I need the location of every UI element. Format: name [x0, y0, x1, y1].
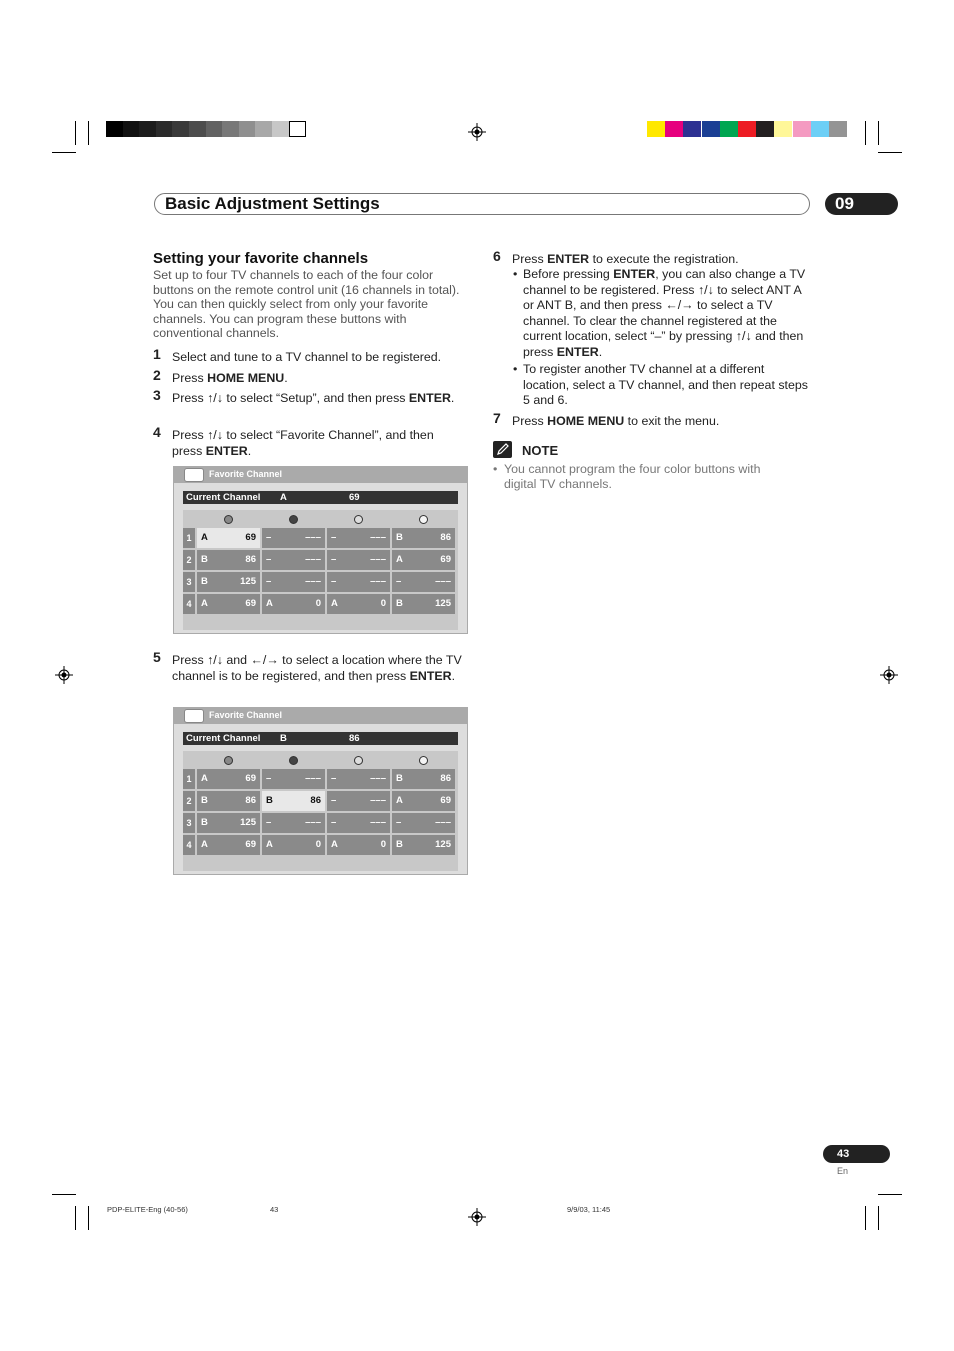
favorite-channel-screen-1 — [173, 466, 468, 634]
gray-swatch — [172, 121, 189, 137]
slot-channel: ––– — [305, 576, 321, 587]
gray-swatch — [222, 121, 239, 137]
chapter-number: 09 — [825, 193, 898, 215]
channel-slot[interactable] — [197, 791, 260, 811]
slot-antenna: – — [266, 576, 272, 587]
slot-antenna: B — [396, 839, 403, 850]
bullet-text: To register another TV channel at a different location, select a TV channel, and then repeat steps 5 and 6. — [523, 362, 808, 408]
crop-mark — [865, 1206, 866, 1230]
channel-slot[interactable] — [392, 835, 455, 855]
color-swatch — [756, 121, 774, 137]
step-6-bullet-1 — [513, 267, 813, 361]
slot-channel: 86 — [245, 554, 256, 565]
osd-header — [174, 467, 467, 483]
crop-mark — [52, 1194, 76, 1195]
current-channel-label: Current Channel — [186, 733, 261, 744]
step-number: 5 — [153, 649, 161, 665]
channel-grid — [183, 751, 458, 871]
step-7 — [493, 410, 812, 430]
step-text: Press ↑/↓ to select “Setup”, and then press — [172, 391, 409, 405]
step-number: 3 — [153, 387, 161, 403]
step-text: Select and tune to a TV channel to be registered. — [172, 350, 442, 364]
slot-channel: ––– — [370, 532, 386, 543]
row-number: 2 — [183, 791, 195, 811]
step-key: ENTER — [409, 668, 452, 683]
current-antenna: A — [280, 492, 287, 503]
channel-slot[interactable] — [197, 572, 260, 592]
slot-channel: ––– — [305, 532, 321, 543]
current-channel-number: 69 — [349, 492, 360, 503]
channel-slot[interactable] — [392, 528, 455, 548]
channel-slot[interactable] — [327, 528, 390, 548]
slot-antenna: B — [201, 576, 208, 587]
slot-antenna: – — [266, 817, 272, 828]
channel-slot[interactable] — [262, 791, 325, 811]
slot-antenna: A — [201, 839, 208, 850]
gray-swatch — [239, 121, 256, 137]
step-4 — [153, 424, 467, 459]
step-text: to exit the menu. — [624, 414, 720, 428]
footer-page: 43 — [270, 1205, 279, 1214]
osd-header — [174, 708, 467, 724]
channel-slot[interactable] — [327, 835, 390, 855]
slot-antenna: A — [266, 598, 273, 609]
channel-slot[interactable] — [327, 572, 390, 592]
row-number: 3 — [183, 813, 195, 833]
slot-antenna: B — [201, 817, 208, 828]
crop-mark — [878, 152, 902, 153]
channel-slot[interactable] — [392, 769, 455, 789]
step-key: HOME MENU — [207, 371, 285, 385]
channel-slot[interactable] — [327, 594, 390, 614]
row-number: 4 — [183, 594, 195, 614]
channel-slot[interactable] — [327, 791, 390, 811]
step-text: to execute the registration. — [589, 252, 739, 266]
crop-mark — [75, 121, 76, 145]
channel-slot[interactable] — [392, 813, 455, 833]
current-channel-bar — [183, 732, 458, 745]
bullet-icon: • — [513, 267, 518, 281]
channel-slot[interactable] — [197, 769, 260, 789]
step-6-bullet-2 — [513, 362, 808, 409]
tv-icon — [184, 709, 204, 723]
color-swatch — [683, 121, 701, 137]
channel-slot[interactable] — [197, 594, 260, 614]
step-key: ENTER — [205, 443, 248, 458]
color-swatch — [647, 121, 665, 137]
gray-swatch — [106, 121, 123, 137]
step-text: Press — [172, 371, 208, 385]
crop-mark — [878, 1194, 902, 1195]
gray-swatch — [189, 121, 206, 137]
bullet-text: Before pressing — [523, 267, 614, 281]
slot-channel: ––– — [305, 773, 321, 784]
step-text: Press ↑/↓ and ←/→ to select a location where the TV channel is to be registered, and then press — [172, 653, 462, 683]
gray-swatch — [289, 121, 306, 137]
step-number: 1 — [153, 346, 161, 362]
slot-antenna: A — [396, 554, 403, 565]
slot-antenna: A — [331, 598, 338, 609]
page-lang: En — [837, 1166, 849, 1176]
slot-channel: ––– — [435, 576, 451, 587]
slot-channel: 125 — [240, 576, 256, 587]
bullet-key: ENTER — [556, 344, 599, 359]
crop-mark — [88, 1206, 89, 1230]
crop-mark — [52, 152, 76, 153]
slot-antenna: A — [331, 839, 338, 850]
current-channel-bar — [183, 491, 458, 504]
channel-slot[interactable] — [262, 550, 325, 570]
color-button-icon — [354, 515, 363, 524]
step-text: . — [284, 371, 288, 385]
row-number: 2 — [183, 550, 195, 570]
slot-antenna: – — [331, 817, 337, 828]
color-swatch — [738, 121, 756, 137]
slot-antenna: – — [331, 576, 337, 587]
slot-channel: 86 — [310, 795, 321, 806]
note-pencil-icon — [493, 441, 512, 458]
step-text: . — [451, 668, 456, 683]
bullet-key: ENTER — [613, 267, 656, 281]
slot-antenna: B — [201, 795, 208, 806]
crop-mark — [878, 121, 879, 145]
chapter-title-bar — [154, 193, 810, 215]
page-number: 43 — [823, 1145, 890, 1163]
registration-mark-icon — [468, 123, 486, 141]
slot-channel: 125 — [435, 598, 451, 609]
slot-channel: 0 — [380, 598, 386, 609]
row-number: 3 — [183, 572, 195, 592]
slot-channel: 69 — [245, 532, 256, 543]
gray-swatch — [139, 121, 156, 137]
slot-antenna: – — [266, 554, 272, 565]
row-number: 1 — [183, 769, 195, 789]
gray-swatch — [206, 121, 223, 137]
step-2 — [153, 367, 472, 387]
step-text: . — [450, 391, 455, 405]
slot-antenna: – — [266, 532, 272, 543]
registration-mark-icon — [55, 666, 73, 684]
slot-channel: 0 — [315, 598, 321, 609]
gray-swatch — [123, 121, 140, 137]
channel-slot[interactable] — [262, 769, 325, 789]
slot-antenna: A — [201, 598, 208, 609]
step-number: 2 — [153, 367, 161, 383]
color-button-icon — [289, 756, 298, 765]
gray-swatch — [255, 121, 272, 137]
slot-channel: 0 — [380, 839, 386, 850]
bullet-text: , you can also change a TV channel to be registered. Press ↑/↓ to select ANT A or ANT B, and then press ←/→ to select a TV channel. To clear the channel registered at the current location, select “–” by pressing ↑/↓ and then press — [523, 267, 806, 359]
registration-mark-icon — [468, 1208, 486, 1226]
step-5 — [153, 649, 470, 684]
step-number: 7 — [493, 410, 501, 426]
slot-channel: 0 — [315, 839, 321, 850]
step-text: Press — [512, 414, 548, 428]
slot-channel: 125 — [435, 839, 451, 850]
slot-antenna: B — [201, 554, 208, 565]
slot-channel: 86 — [440, 532, 451, 543]
channel-slot[interactable] — [262, 572, 325, 592]
tv-icon — [184, 468, 204, 482]
channel-slot[interactable] — [327, 769, 390, 789]
slot-channel: ––– — [370, 554, 386, 565]
color-swatch — [665, 121, 683, 137]
current-channel-label: Current Channel — [186, 492, 261, 503]
color-swatch — [829, 121, 847, 137]
channel-slot[interactable] — [197, 550, 260, 570]
color-button-icon — [419, 756, 428, 765]
step-key: HOME MENU — [547, 414, 625, 428]
row-number: 4 — [183, 835, 195, 855]
color-swatch — [774, 121, 792, 137]
color-swatch — [702, 121, 720, 137]
channel-slot[interactable] — [392, 791, 455, 811]
slot-antenna: – — [331, 532, 337, 543]
slot-channel: 69 — [440, 795, 451, 806]
color-button-icon — [419, 515, 428, 524]
step-key: ENTER — [547, 252, 590, 266]
current-channel-number: 86 — [349, 733, 360, 744]
color-button-icon — [289, 515, 298, 524]
channel-grid — [183, 510, 458, 630]
slot-channel: 86 — [440, 773, 451, 784]
bullet-text: . — [598, 344, 603, 359]
note-text — [493, 462, 784, 491]
slot-antenna: – — [331, 795, 337, 806]
slot-channel: 125 — [240, 817, 256, 828]
slot-channel: 69 — [245, 839, 256, 850]
slot-antenna: – — [331, 773, 337, 784]
slot-antenna: A — [201, 532, 208, 543]
step-text: . — [247, 443, 252, 458]
step-number: 4 — [153, 424, 161, 440]
step-1 — [153, 346, 472, 366]
channel-slot[interactable] — [392, 572, 455, 592]
section-heading: Setting your favorite channels — [153, 250, 369, 267]
current-antenna: B — [280, 733, 287, 744]
slot-antenna: B — [396, 773, 403, 784]
color-swatch — [793, 121, 811, 137]
channel-slot[interactable] — [197, 528, 260, 548]
step-3 — [153, 387, 467, 407]
note-body: You cannot program the four color buttons with digital TV channels. — [504, 462, 761, 491]
gray-swatch — [156, 121, 173, 137]
step-number: 6 — [493, 248, 501, 264]
footer-date: 9/9/03, 11:45 — [567, 1205, 611, 1214]
bullet-icon: • — [493, 462, 498, 476]
slot-antenna: – — [396, 576, 402, 587]
crop-mark — [88, 121, 89, 145]
registration-mark-icon — [880, 666, 898, 684]
channel-slot[interactable] — [392, 550, 455, 570]
slot-antenna: – — [331, 554, 337, 565]
step-key: ENTER — [408, 391, 451, 405]
slot-antenna: – — [266, 773, 272, 784]
slot-antenna: A — [266, 839, 273, 850]
favorite-channel-screen-2 — [173, 707, 468, 875]
slot-antenna: A — [201, 773, 208, 784]
slot-antenna: – — [396, 817, 402, 828]
crop-mark — [878, 1206, 879, 1230]
slot-channel: 69 — [440, 554, 451, 565]
step-6 — [493, 248, 812, 268]
channel-slot[interactable] — [197, 813, 260, 833]
color-button-icon — [224, 756, 233, 765]
channel-slot[interactable] — [262, 813, 325, 833]
step-text: Press ↑/↓ to select “Favorite Channel”, and then press — [172, 428, 434, 458]
channel-slot[interactable] — [327, 813, 390, 833]
osd-title: Favorite Channel — [209, 469, 283, 479]
crop-mark — [75, 1206, 76, 1230]
gray-swatch — [272, 121, 289, 137]
slot-channel: ––– — [370, 773, 386, 784]
slot-channel: 86 — [245, 795, 256, 806]
step-text: Press — [512, 252, 548, 266]
slot-channel: ––– — [305, 817, 321, 828]
channel-slot[interactable] — [262, 835, 325, 855]
color-swatch — [720, 121, 738, 137]
color-swatch — [811, 121, 829, 137]
slot-antenna: B — [396, 532, 403, 543]
slot-antenna: B — [266, 795, 273, 806]
bullet-icon: • — [513, 362, 518, 376]
channel-slot[interactable] — [262, 528, 325, 548]
slot-channel: ––– — [370, 795, 386, 806]
slot-antenna: A — [396, 795, 403, 806]
channel-slot[interactable] — [197, 835, 260, 855]
slot-channel: 69 — [245, 773, 256, 784]
osd-title: Favorite Channel — [209, 710, 283, 720]
slot-channel: ––– — [370, 576, 386, 587]
section-intro: Set up to four TV channels to each of the four color buttons on the remote control unit (16 channels in total). You can then quickly select from only your favorite channels. You can program these buttons with conventional channels. — [153, 268, 460, 341]
crop-mark — [865, 121, 866, 145]
slot-antenna: B — [396, 598, 403, 609]
channel-slot[interactable] — [262, 594, 325, 614]
slot-channel: ––– — [370, 817, 386, 828]
slot-channel: 69 — [245, 598, 256, 609]
channel-slot[interactable] — [327, 550, 390, 570]
note-title: NOTE — [522, 443, 559, 458]
channel-slot[interactable] — [392, 594, 455, 614]
color-button-icon — [354, 756, 363, 765]
row-number: 1 — [183, 528, 195, 548]
slot-channel: ––– — [435, 817, 451, 828]
footer-file: PDP-ELITE-Eng (40-56) — [107, 1205, 188, 1214]
color-button-icon — [224, 515, 233, 524]
slot-channel: ––– — [305, 554, 321, 565]
chapter-title: Basic Adjustment Settings — [165, 194, 380, 213]
